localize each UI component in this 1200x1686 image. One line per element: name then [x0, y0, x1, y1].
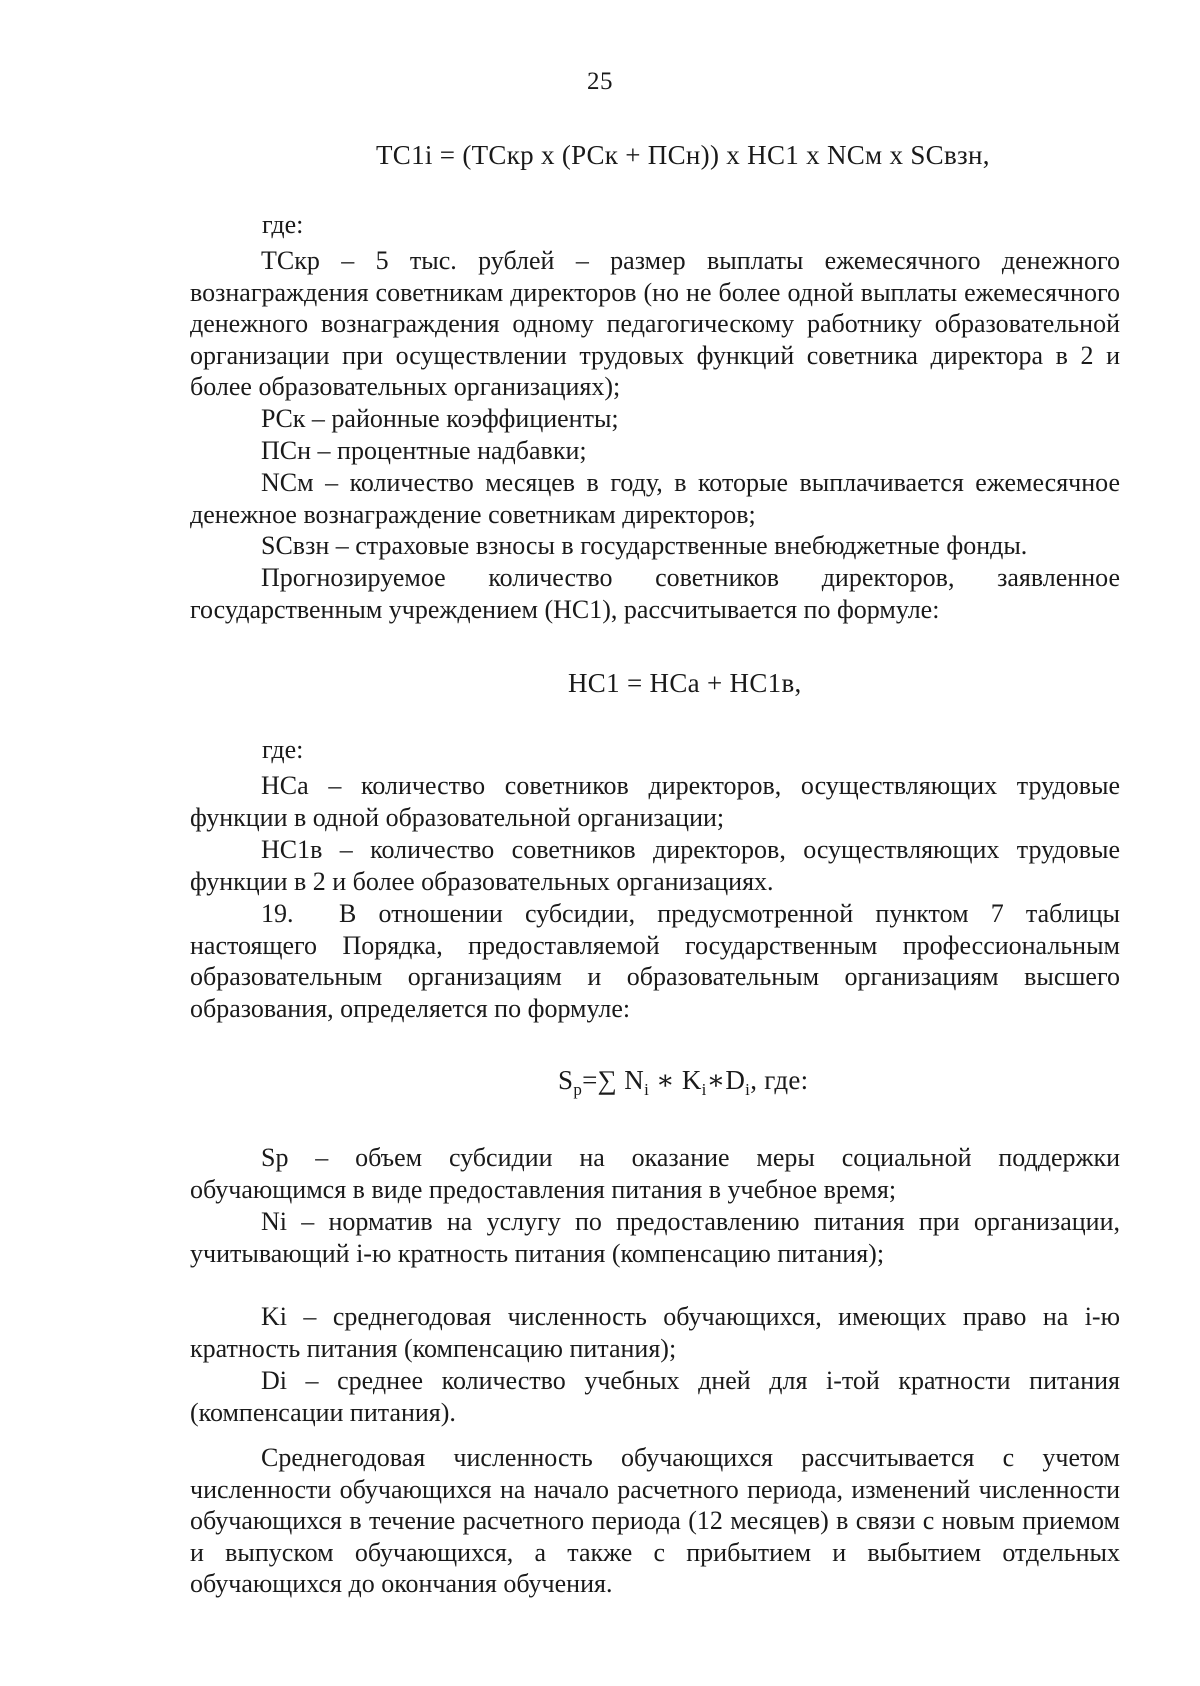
formula-sp-k: ∗ K: [649, 1065, 702, 1095]
definition-rsk: PCк – районные коэффициенты;: [261, 404, 619, 433]
formula-sp-d-sub: i: [745, 1080, 751, 1099]
definition-ki: Ki – среднегодовая численность обучающихся, имеющих право на i-ю кратность питания (компенсацию питания);: [190, 1302, 1120, 1363]
definition-sp: Sp – объем субсидии на оказание меры социальной поддержки обучающимся в виде предоставления питания в учебное время;: [190, 1143, 1120, 1204]
formula-sp-tail: , где:: [750, 1065, 809, 1095]
formula-sp-n-sub: i: [644, 1080, 650, 1099]
formula-sp-sum: =∑ N: [582, 1065, 645, 1095]
formula-sp-d: ∗D: [706, 1065, 746, 1095]
where-label-1: где:: [262, 210, 304, 239]
where-label-2: где:: [262, 735, 304, 764]
formula-sp: [558, 1065, 809, 1099]
definition-hc1v: HC1в – количество советников директоров, осуществляющих трудовые функции в 2 и более образовательных организациях.: [190, 835, 1120, 896]
definition-psn: ПCн – процентные надбавки;: [261, 436, 587, 465]
formula-tc1i: TC1i = (TCкр x (PCк + ПCн)) x HC1 x NCм x SCвзн,: [376, 140, 990, 170]
paragraph-forecast: Прогнозируемое количество советников директоров, заявленное государственным учреждением (HC1), рассчитывается по формуле:: [190, 563, 1120, 624]
formula-hc1: HC1 = HCа + HC1в,: [568, 668, 802, 698]
definition-tckr: TCкр – 5 тыс. рублей – размер выплаты ежемесячного денежного вознаграждения советникам директоров (но не более одной выплаты ежемесячного денежного вознаграждения одному педагогическому работнику образовательной организации при осуществлении трудовых функций советника директора в 2 и более образовательных организациях);: [190, 246, 1120, 401]
page-number: 25: [587, 68, 613, 95]
formula-sp-s-sub: p: [573, 1080, 583, 1099]
definition-scvzn: SCвзн – страховые взносы в государственные внебюджетные фонды.: [261, 531, 1028, 560]
item-number: 19.: [261, 899, 294, 928]
definition-ncm: NCм – количество месяцев в году, в которые выплачивается ежемесячное денежное вознаграждение советникам директоров;: [190, 468, 1120, 529]
item-19: [190, 898, 1120, 1024]
definition-hca: HCа – количество советников директоров, осуществляющих трудовые функции в одной образовательной организации;: [190, 771, 1120, 832]
definition-di: Di – среднее количество учебных дней для i-той кратности питания (компенсации питания).: [190, 1366, 1120, 1427]
definition-ni: Ni – норматив на услугу по предоставлению питания при организации, учитывающий i-ю кратность питания (компенсацию питания);: [190, 1207, 1120, 1268]
item-text: В отношении субсидии, предусмотренной пунктом 7 таблицы настоящего Порядка, предоставляемой государственным профессиональным образовательным организациям и образовательным организациям высшего образования, определяется по формуле:: [190, 899, 1120, 1023]
formula-sp-k-sub: i: [701, 1080, 707, 1099]
formula-sp-s: S: [558, 1065, 574, 1095]
paragraph-final: Среднегодовая численность обучающихся рассчитывается с учетом численности обучающихся на начало расчетного периода, изменений численности обучающихся в течение расчетного периода (12 месяцев) в связи с новым приемом и выпуском обучающихся, а также с прибытием и выбытием отдельных обучающихся до окончания обучения.: [190, 1443, 1120, 1598]
